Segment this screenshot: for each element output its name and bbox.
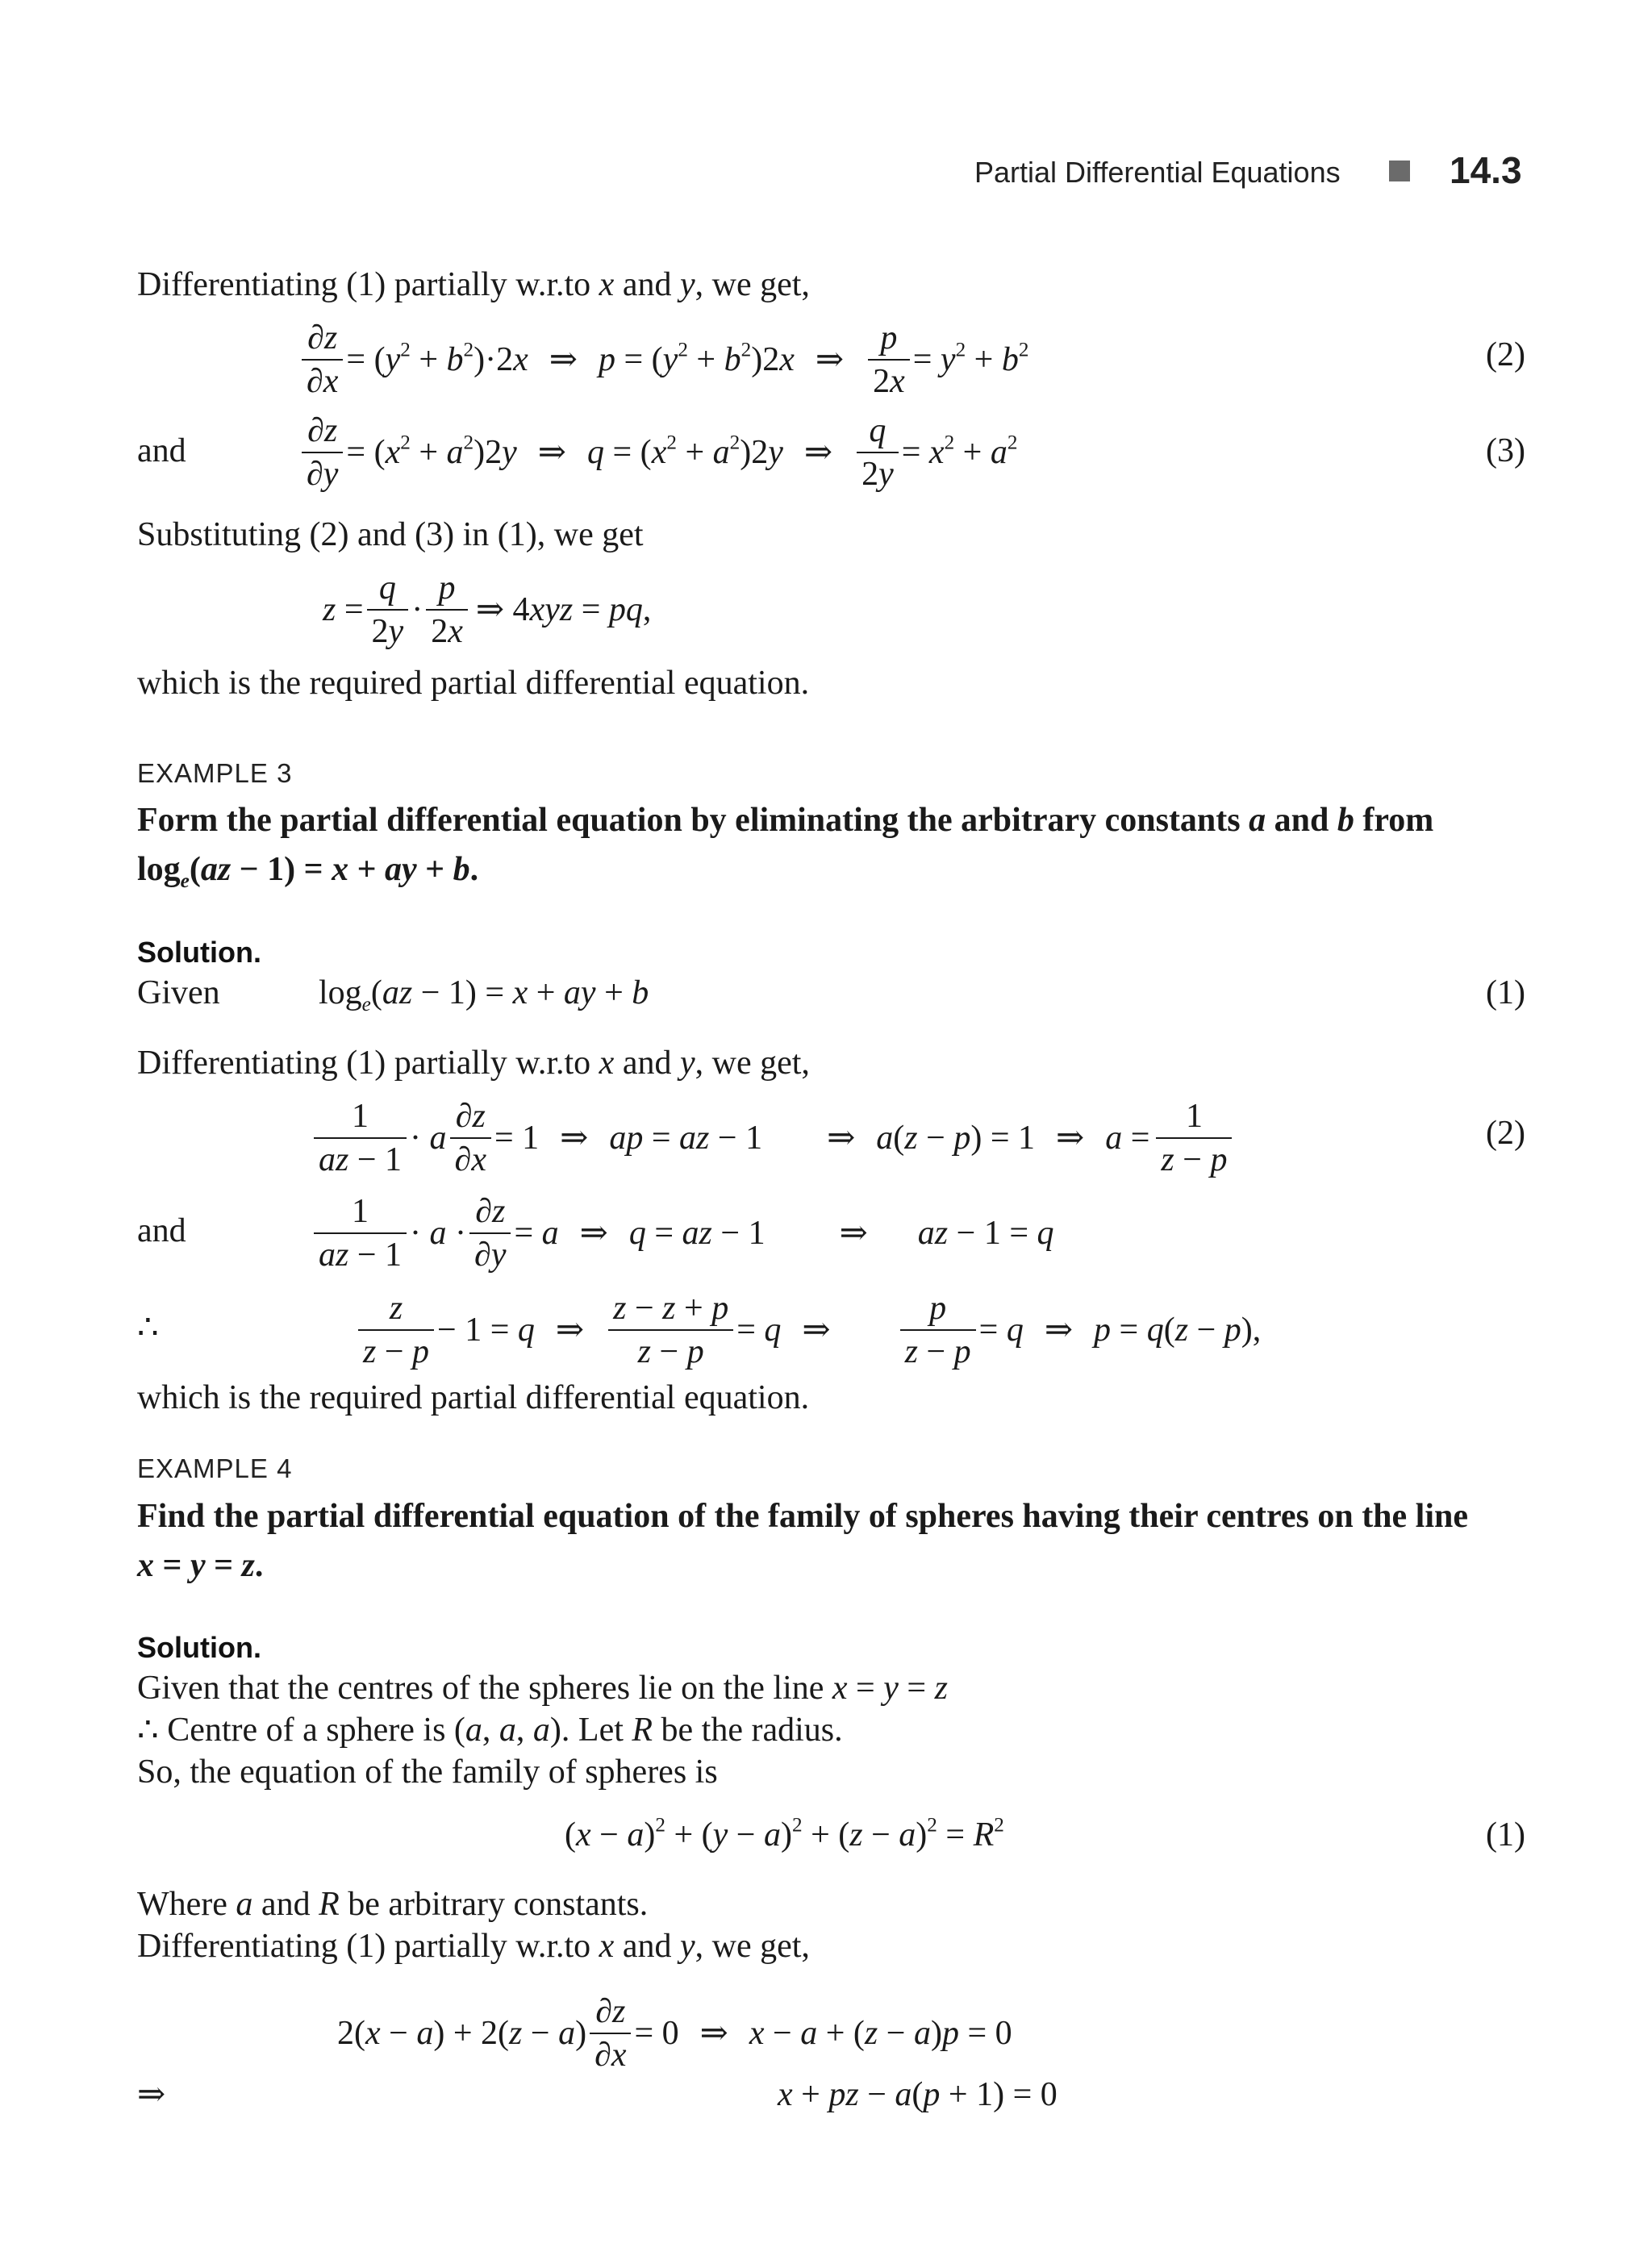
- ex3-and-label: and: [137, 1212, 186, 1249]
- sphere-equation: $(x - a)^2 + (y - a)^2 + (z - a)^2 = R^2$: [565, 1814, 1004, 1854]
- ex3-final-equation: $\frac{z}{z - p}$ − 1 = q ⇒ $\frac{z - z + p}{z - p}$ = q ⇒ $\frac{p}{z - p}$ = q ⇒ p = q(z − p),: [355, 1289, 1261, 1372]
- ex4-final-equation: x + pz − a(p + 1) = 0: [778, 2076, 1058, 2113]
- ex3-equation-q: $\frac{1}{az - 1}$ · a · $\frac{\partial z}{\partial y}$ = a ⇒ q = az − 1 ⇒ az − 1 = q: [311, 1192, 1054, 1275]
- ex4-line-3: So, the equation of the family of spheres is: [137, 1754, 718, 1791]
- running-header-title: Partial Differential Equations: [974, 156, 1341, 189]
- example-4-statement: Find the partial differential equation of the family of spheres having their centres on the line x = y = z.: [137, 1498, 1469, 1584]
- given-label: Given: [137, 974, 220, 1011]
- result-equation: z = $\frac{q}{2y}$ · $\frac{p}{2x}$ ⇒ 4xyz = pq,: [323, 569, 652, 651]
- ex4-eq1-number: (1): [1486, 1816, 1525, 1854]
- example-3-solution-label: Solution.: [137, 936, 261, 969]
- ex4-derivative-equation: 2(x − a) + 2(z − a) $\frac{\partial z}{\partial x}$ = 0 ⇒ x − a + (z − a)p = 0: [337, 1993, 1012, 2075]
- given-equation: $\log_e(az - 1) = x$ + ay + b: [319, 974, 649, 1015]
- example-3-title: EXAMPLE 3: [137, 758, 293, 788]
- ex4-line-1: Given that the centres of the spheres lie on the line x = y = z: [137, 1670, 948, 1707]
- eq2-number: (2): [1486, 336, 1525, 373]
- ex3-eq1-number: (1): [1486, 974, 1525, 1011]
- example-4-solution-label: Solution.: [137, 1631, 261, 1664]
- and-label: and: [137, 432, 186, 469]
- page-number: 14.3: [1450, 149, 1522, 191]
- ex3-equation-2: $\frac{1}{az - 1}$ · a $\frac{\partial z}{\partial x}$ = 1 ⇒ ap = az − 1 ⇒ a(z − p) = 1 ⇒ a = $\frac{1}{z - p}$: [311, 1097, 1235, 1180]
- required-line-1: which is the required partial differential equation.: [137, 665, 810, 702]
- example-3-statement: Form the partial differential equation by eliminating the arbitrary constants a and b from $\log_e(az - 1) = x$ + ay + b.: [137, 802, 1434, 892]
- intro-diff-line: Differentiating (1) partially w.r.to x and y, we get,: [137, 266, 810, 303]
- example-4-title: EXAMPLE 4: [137, 1453, 293, 1483]
- ex3-eq2-number: (2): [1486, 1115, 1525, 1152]
- ex4-implies: ⇒: [137, 2076, 166, 2113]
- eq3-number: (3): [1486, 432, 1525, 469]
- ex4-line-2: ∴ Centre of a sphere is (a, a, a). Let R be the radius.: [137, 1712, 843, 1749]
- ex4-line-4: Where a and R be arbitrary constants.: [137, 1886, 649, 1923]
- ex3-diff-line: Differentiating (1) partially w.r.to x and y, we get,: [137, 1045, 810, 1082]
- ex3-therefore: ∴: [137, 1309, 159, 1346]
- substituting-line: Substituting (2) and (3) in (1), we get: [137, 516, 644, 553]
- equation-2: $\frac{\partial z}{\partial x}$ = $(y^2 + b^2)\cdot 2x$ ⇒ $p = (y^2 + b^2)2x$ ⇒ $\frac{p}{2x}$ = $y^2 + b^2$: [298, 319, 1028, 402]
- header-square-icon: [1389, 161, 1410, 186]
- equation-3: $\frac{\partial z}{\partial y}$ = $(x^2 + a^2)2y$ ⇒ $q = (x^2 + a^2)2y$ ⇒ $\frac{q}{2y}$ = $x^2 + a^2$: [298, 411, 1017, 494]
- ex4-diff-line: Differentiating (1) partially w.r.to x and y, we get,: [137, 1928, 810, 1965]
- required-line-2: which is the required partial differential equation.: [137, 1379, 810, 1416]
